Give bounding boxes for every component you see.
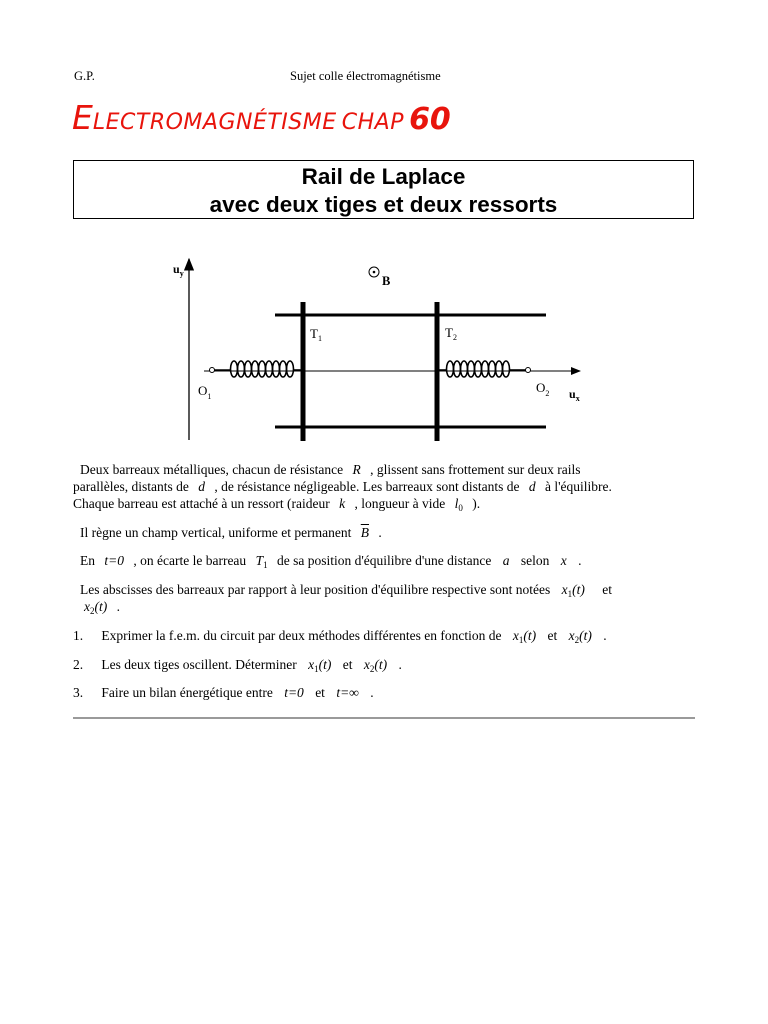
- para4-line2: $x_2(t)$ .: [84, 599, 120, 616]
- title-line-2: avec deux tiges et deux ressorts: [209, 192, 558, 217]
- anchor-o1: [210, 368, 215, 373]
- chapter-chap: CHAP: [341, 110, 404, 135]
- para1-line1: Deux barreaux métalliques, chacun de résistance R , glissent sans frottement sur deux rails: [80, 462, 581, 477]
- header-subject: Sujet colle électromagnétisme: [290, 69, 441, 83]
- label-uy: $u_y$: [173, 262, 184, 278]
- label-o1: $O_1$: [198, 383, 212, 401]
- horizontal-rule: [73, 717, 695, 719]
- spring-1: [214, 361, 301, 377]
- header-author: G.P.: [74, 69, 95, 83]
- label-t1: $T_1$: [310, 326, 322, 343]
- rail-figure: [0, 0, 768, 460]
- chapter-number: 60: [409, 102, 451, 137]
- anchor-o2: [526, 368, 531, 373]
- para1-line3: Chaque barreau est attaché à un ressort (raideur k , longueur à vide $l_0$ ).: [73, 496, 481, 513]
- chapter-first-letter: E: [72, 98, 93, 137]
- chapter-word: LECTROMAGNÉTISME: [92, 110, 337, 135]
- question-3: 3. Faire un bilan énergétique entre t=0 et t=∞ .: [73, 685, 374, 700]
- label-o2: $O_2$: [536, 380, 550, 398]
- question-1: 1. Exprimer la f.e.m. du circuit par deux méthodes différentes en fonction de $x_1(t)$ et $x_2(t)$ .: [73, 628, 607, 645]
- para1-line2: parallèles, distants de d , de résistance négligeable. Les barreaux sont distants de d à l'équilibre.: [73, 479, 612, 494]
- para3: En t=0 , on écarte le barreau $T_1$ de sa position d'équilibre d'une distance a selon x .: [80, 553, 582, 570]
- para4-line1: Les abscisses des barreaux par rapport à leur position d'équilibre respective sont notées $x_1(t)$ et: [80, 582, 613, 599]
- title-line-1: Rail de Laplace: [301, 164, 466, 189]
- para2: Il règne un champ vertical, uniforme et permanent $\overline{B}$ .: [80, 525, 382, 540]
- label-t2: $T_2$: [445, 325, 457, 342]
- label-b: B: [382, 274, 391, 288]
- spring-2: [439, 361, 526, 377]
- question-2: 2. Les deux tiges oscillent. Déterminer $x_1(t)$ et $x_2(t)$ .: [73, 657, 402, 674]
- label-ux: $u_x$: [569, 387, 580, 403]
